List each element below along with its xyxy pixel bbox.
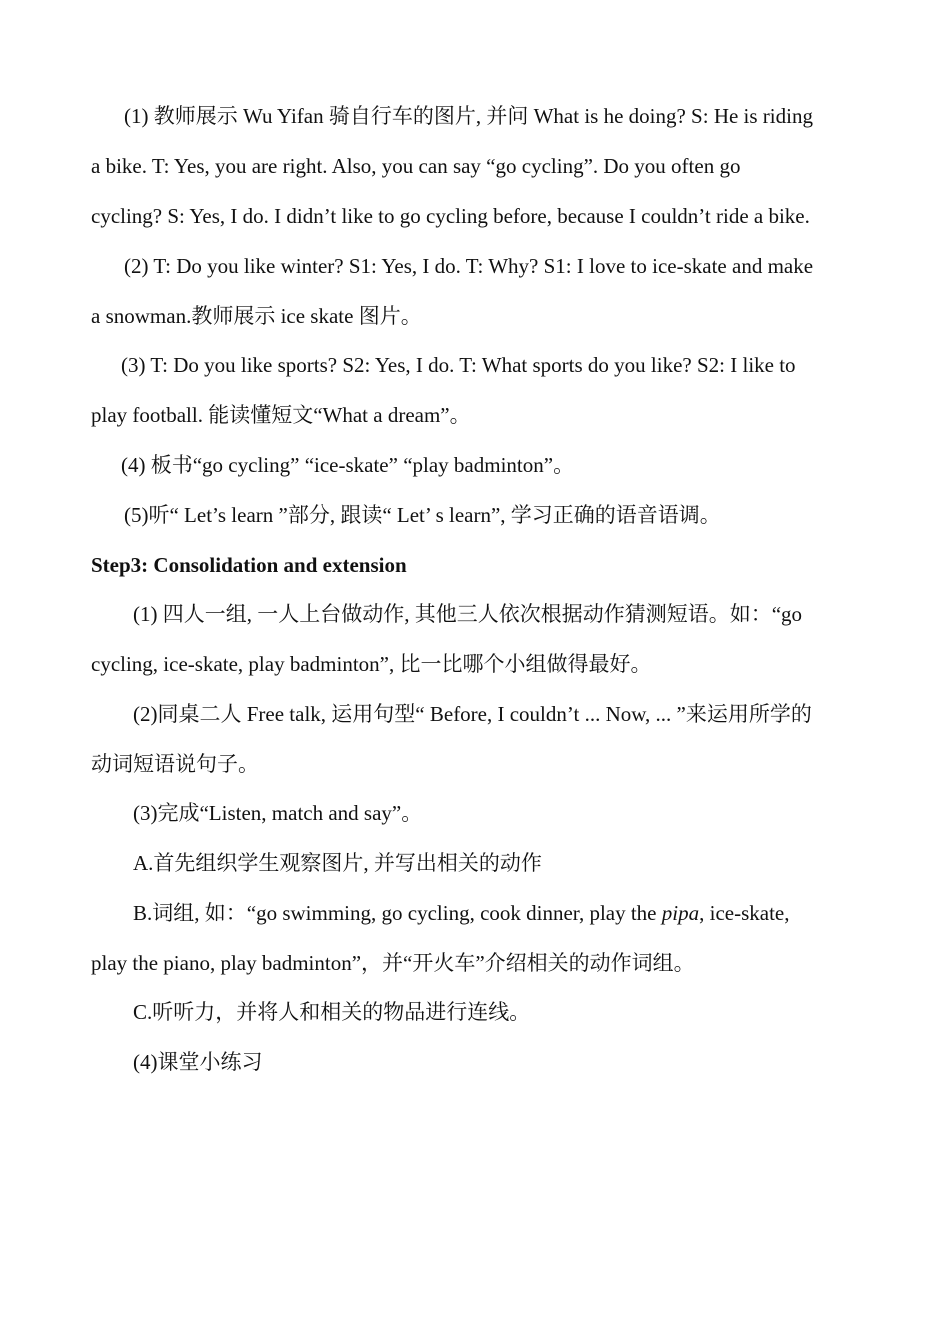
sub-b-text-before: B.词组, 如：“go swimming, go cycling, cook dinner, play the: [133, 901, 662, 925]
step3-item-1-line-2: cycling, ice-skate, play badminton”, 比一比哪个小组做得最好。: [91, 652, 652, 676]
paragraph-2-line-1: (2) T: Do you like winter? S1: Yes, I do. T: Why? S1: I love to ice-skate and make: [124, 254, 814, 278]
step3-item-2-line-1: (2)同桌二人 Free talk, 运用句型“ Before, I couldn’t ... Now, ... ”来运用所学的: [133, 702, 812, 726]
paragraph-5-line-1: (5)听“ Let’s learn ”部分, 跟读“ Let’ s learn”, 学习正确的语音语调。: [124, 503, 721, 527]
step3-item-4-line-1: (4)课堂小练习: [133, 1050, 263, 1074]
step3-sub-a-line-1: A.首先组织学生观察图片, 并写出相关的动作: [133, 851, 542, 875]
step3-item-1-line-1: (1) 四人一组, 一人上台做动作, 其他三人依次根据动作猜测短语。如：“go: [133, 602, 803, 626]
paragraph-4-line-1: (4) 板书“go cycling” “ice-skate” “play badminton”。: [121, 453, 575, 477]
paragraph-1-line-2: a bike. T: Yes, you are right. Also, you can say “go cycling”. Do you often go: [91, 154, 741, 178]
step3-sub-c-line-1: C.听听力，并将人和相关的物品进行连线。: [133, 1000, 531, 1024]
paragraph-1-line-1: (1) 教师展示 Wu Yifan 骑自行车的图片, 并问 What is he doing? S: He is riding: [124, 104, 813, 128]
paragraph-3-line-2: play football. 能读懂短文“What a dream”。: [91, 403, 471, 427]
paragraph-1-line-3: cycling? S: Yes, I do. I didn’t like to go cycling before, because I couldn’t ride a bike.: [91, 204, 810, 228]
step3-sub-b-line-2: play the piano, play badminton”，并“开火车”介绍相关的动作词组。: [91, 951, 695, 975]
paragraph-3-line-1: (3) T: Do you like sports? S2: Yes, I do. T: What sports do you like? S2: I like to: [121, 353, 796, 377]
sub-b-italic-word: pipa: [661, 901, 700, 925]
sub-b-text-after: , ice-skate,: [699, 901, 790, 925]
step3-heading: Step3: Consolidation and extension: [91, 553, 407, 577]
step3-sub-b-line-1: [133, 899, 789, 927]
step3-item-3-line-1: (3)完成“Listen, match and say”。: [133, 801, 423, 825]
paragraph-2-line-2: a snowman.教师展示 ice skate 图片。: [91, 304, 422, 328]
step3-item-2-line-2: 动词短语说句子。: [91, 752, 259, 776]
